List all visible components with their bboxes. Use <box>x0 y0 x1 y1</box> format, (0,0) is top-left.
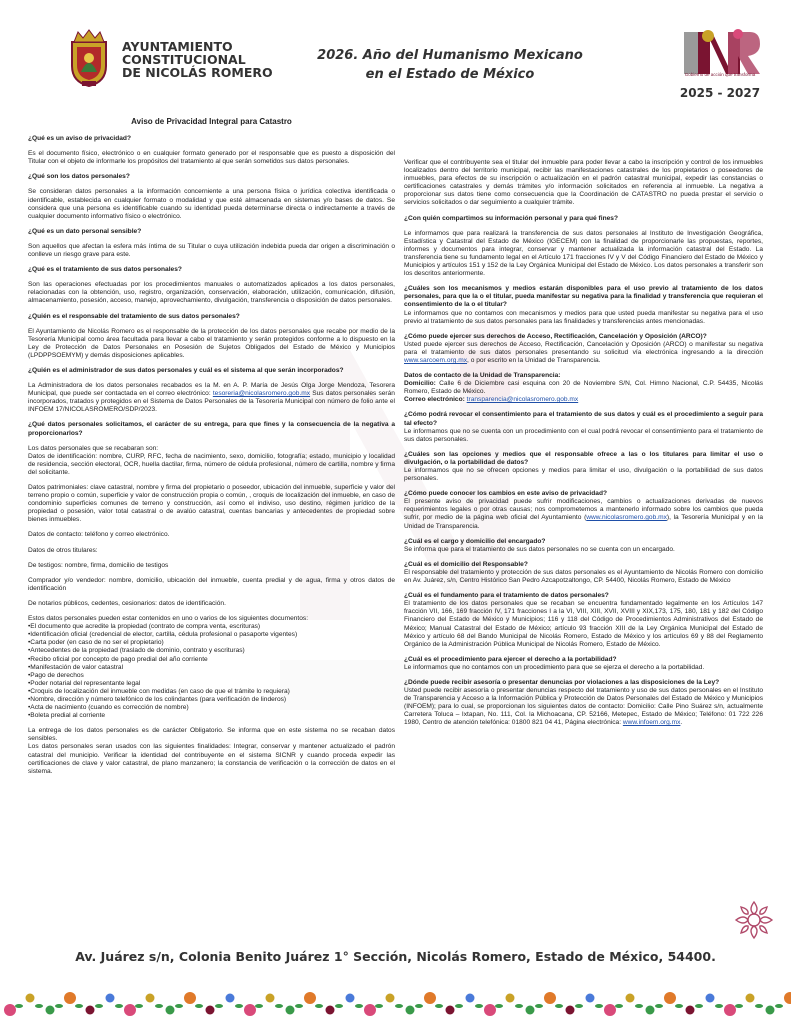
border-leaf <box>395 1004 403 1008</box>
border-flower <box>446 1006 455 1015</box>
border-flower <box>466 994 475 1003</box>
motto-line-1: 2026. Año del Humanismo Mexicano <box>317 48 583 63</box>
border-flower <box>86 1006 95 1015</box>
border-leaf <box>475 1004 483 1008</box>
border-leaf <box>15 1004 23 1008</box>
border-leaf <box>235 1004 243 1008</box>
organization-name <box>122 40 273 79</box>
answer-responsible-address: El responsable del tratamiento y protección de sus datos personales es el Ayuntamiento de Nicolás Romero con domicilio en Av. Juárez, s/n, Centro Histórico San Pedro Azcapotzaltongo, CP. 54400, Nicolás Romero, Estado de México <box>404 568 763 585</box>
answer-personal-data: Se consideran datos personales a la información concerniente a una persona física o jurídica colectiva identificada o identificable, establecida en cualquier formato o modalidad y que esté almacenada en sistemas y/o bases de datos. Se considera que una persona es identificable cuando su identidad pueda determinarse directa o indirectamente a través de cualquier documento informativo físico o electrónico. <box>28 188 395 220</box>
question-data-treatment: ¿Qué es el tratamiento de sus datos personales? <box>28 266 182 274</box>
org-line-3: DE NICOLÁS ROMERO <box>122 65 273 80</box>
border-flower <box>286 1006 295 1015</box>
border-leaf <box>55 1004 63 1008</box>
answer-portability: Le informamos que no contamos con un procedimiento para que se ejerza el derecho a la portabilidad. <box>404 663 705 671</box>
logo-subtitle: Gobierno de acción que transforma <box>684 72 756 77</box>
question-limit-use: ¿Cuáles son las opciones y medios que el responsable ofrece a las o los titulares para limitar el uso o divulgación, o la portabilidad de datos? <box>404 450 763 466</box>
answer-changes <box>404 498 763 530</box>
border-flower <box>386 994 395 1003</box>
page-header <box>0 0 791 110</box>
answer-sharing: Le informamos que para realizará la transferencia de sus datos personales al Instituto de Investigación Geográfica, Estadística y Catastral del Estado de México (IGECEM) con la finalidad de proporcionarle las propuestas, reportes, informes y documentos para integrar, conservar y mantener actualizada la información catastral del Estado. La transferencia tiene su fundamento legal en el Artículo 171 fracciones IV y V del Código Financiero del Estado de México y Municipios y artículos 151 y 152 de la Ley Orgánica Municipal del Estado de México. Los datos personales a transferir son los descritos anteriormente. <box>404 229 763 278</box>
question-processor: ¿Cuál es el cargo y domicilio del encargado? <box>404 537 546 545</box>
answer-purposes-continued: Verificar que el contribuyente sea el titular del inmueble para poder llevar a cabo la inscripción y control de los inmuebles localizados dentro del territorio municipal, recibir las manifestaciones catastrales de los propietarios o poseedores de inmuebles, para efectos de su inscripción o actualización en el padrón catastral municipal, expedir las constancias o certificaciones catastrales y demás trámites y/o información solicitados en referencia al inmueble. La negativa a proporcionar sus datos tiene como consecuencia que la Coordinación de CATASTRO no pueda prestar el servicio o servicios solicitados o dar seguimiento a cualquier trámite. <box>404 159 763 207</box>
border-flower <box>46 1006 55 1015</box>
org-line-2: CONSTITUCIONAL <box>122 52 246 67</box>
border-leaf <box>755 1004 763 1008</box>
border-flower <box>226 994 235 1003</box>
border-leaf <box>275 1004 283 1008</box>
document-list-item: •El documento que acredite la propiedad (contrato de compra venta, escrituras) <box>28 623 261 631</box>
border-flower <box>364 1004 376 1016</box>
border-leaf <box>675 1004 683 1008</box>
answer-other-holders: Datos de otros titulares: <box>28 546 98 554</box>
transparency-email-link[interactable]: transparencia@nicolasromero.gob.mx <box>466 396 579 404</box>
border-flower <box>166 1006 175 1015</box>
border-leaf <box>695 1004 703 1008</box>
border-flower <box>566 1006 575 1015</box>
footer-floral-border-icon <box>0 986 791 1024</box>
document-list-item: •Manifestación de valor catastral <box>28 663 124 671</box>
answer-limit-use: Le informamos que no se ofrecen opciones y medios para limitar el uso, divulgación o la portabilidad de sus datos personales. <box>404 467 763 483</box>
border-flower <box>406 1006 415 1015</box>
answer-data-treatment: Son las operaciones efectuadas por los procedimientos manuales o automatizados aplicados a los datos personales, relacionadas con la obtención, uso, registro, organización, conservación, elaboración, utilización, comunicación, difusión, almacenamiento, posesión, acceso, manejo, aprovechamiento, divulgación, transferencia o disposición de datos personales. <box>28 281 395 305</box>
border-flower <box>586 994 595 1003</box>
border-leaf <box>135 1004 143 1008</box>
document-list-item: •Boleta predial al corriente <box>28 712 106 720</box>
right-column <box>404 117 763 735</box>
border-leaf <box>435 1004 443 1008</box>
question-portability: ¿Cuál es el procedimiento para ejercer el derecho a la portabilidad? <box>404 655 617 663</box>
answer-sensitive-data: Son aquellos que afectan la esfera más íntima de su Titular o cuya utilización indebida pueda dar origen a discriminación o conlleve un riesgo grave para este. <box>28 242 395 259</box>
administrator-system-text: Sus datos personales serán incorporados, tratados y protegidos en el Sistema de Datos Personales de la Tesorería Municipal con número de folio ante el INFOEM 17/NICOLASROMERO/SDP/2023. <box>28 390 395 414</box>
border-flower <box>346 994 355 1003</box>
border-flower <box>124 1004 136 1016</box>
border-flower <box>146 994 155 1003</box>
answer-legal-basis: El tratamiento de los datos personales que se recaban se encuentra fundamentado legalmente en los Artículos 147 fracción VII, 166, 169 fracción IV, 171 fracciones I a la VI, VIII, XIII, XVII, XVIII y XIX,173, 175, 180, 181 y 182 del Código Financiero del Estado de México y Municipios; 116 y 118 del Código de Procedimientos Administrativos del Estado de México; Manual Catastral del Estado de México; artículo 93 fracción XIII de la Ley Orgánica Municipal del Estado de México y artículo 68 del Bando Municipal de Nicolás Romero, Estado de México y los artículos 69 y 88 del Reglamento Orgánico de la Administración Pública Municipal de Nicolás Romero, Estado de México. <box>404 600 763 648</box>
municipality-website-link[interactable]: www.nicolasromero.gob.mx <box>586 514 667 522</box>
border-leaf <box>455 1004 463 1008</box>
transparency-address <box>404 380 763 396</box>
changes-text-end: ), la Tesorería Municipal y en la Unidad de Transparencia. <box>404 514 763 530</box>
answer-arco-rights <box>404 341 763 365</box>
answer-complaints <box>404 687 763 727</box>
border-leaf <box>735 1004 743 1008</box>
document-list-item: •Pago de derechos <box>28 671 84 679</box>
document-list-item: •Acta de nacimiento (cuando es corrección de nombre) <box>28 704 189 712</box>
sarcoem-link[interactable]: www.sarcoem.org.mx <box>404 356 468 364</box>
border-leaf <box>195 1004 203 1008</box>
border-leaf <box>575 1004 583 1008</box>
border-flower <box>604 1004 616 1016</box>
answer-buyer-seller: Comprador y/o vendedor: nombre, domicilio, ubicación del inmueble, cuenta predial y de agua, firma y otros datos de identificación <box>28 576 395 592</box>
arco-text-end: , o por escrito en la Unidad de Transparencia. <box>467 356 601 364</box>
border-flower <box>766 1006 775 1015</box>
municipal-coat-of-arms-icon <box>64 28 114 88</box>
motto-line-2: en el Estado de México <box>365 67 535 82</box>
border-flower <box>526 1006 535 1015</box>
border-leaf <box>115 1004 123 1008</box>
answer-notaries: De notarios públicos, cedentes, cesionarios: datos de identificación. <box>28 599 226 607</box>
border-leaf <box>535 1004 543 1008</box>
infoem-link[interactable]: www.infoem.org.mx <box>622 719 681 727</box>
complaints-text: Usted puede recibir asesoría o presentar denuncias respecto del tratamiento y uso de sus datos personales en el Instituto de Transparencia y Acceso a la Información Pública y Protección de Datos Personales del Estado de México y Municipios (INFOEM); para lo cual, se proporcionan los siguientes datos de contacto: Domicilio: Calle Pino Suárez s/n, actualmente Carretera Toluca – Ixtapan, No. 111, Col. la Michoacana, CP. 52166, Metepec, Estado de México; Teléfono: 01 722 226 1980, Centro de atención telefónica: 01800 821 04 41, Página electrónica: <box>404 687 763 727</box>
border-flower <box>706 994 715 1003</box>
document-list-item: •Antecedentes de la propiedad (traslado de dominio, contrato y escrituras) <box>28 647 245 655</box>
border-leaf <box>315 1004 323 1008</box>
question-revoke-consent: ¿Cómo podrá revocar el consentimiento para el tratamiento de sus datos y cuál es el procedimiento a seguir para tal efecto? <box>404 411 763 427</box>
document-list-item: •Recibo oficial por concepto de pago predial del año corriente <box>28 655 208 663</box>
border-leaf <box>335 1004 343 1008</box>
logo-years: 2025 - 2027 <box>679 86 761 100</box>
question-administrator: ¿Quién es el administrador de sus datos personales y cuál es el sistema al que serán incorporados? <box>28 366 344 374</box>
answer-purposes: La entrega de los datos personales es de carácter Obligatorio. Se informa que en este sistema no se recaban datos sensibles. Los datos personales seran usados con las siguientes finalidades: Integrar, conservar y mantener actualizado el padrón catastral del municipio. Verificar la identidad del contribuyente en el sistema SICNR y cuando proceda expedir las certificaciones de clave y valor catastral, de plano manzanero; la constancia de verificación o la corrección de datos en el sistema. <box>28 727 395 775</box>
border-flower <box>686 1006 695 1015</box>
question-sensitive-data: ¿Qué es un dato personal sensible? <box>28 227 142 235</box>
border-flower <box>184 992 196 1004</box>
question-mechanisms: ¿Cuáles son los mecanismos y medios estarán disponibles para el uso previo al tratamiento de los datos personales, para que la o el titular, pueda manifestar su negativa para la finalidad y transferencia que requieran el consentimiento de la o el titular? <box>404 285 763 309</box>
address-label: Domicilio: <box>404 380 436 388</box>
border-flower <box>664 992 676 1004</box>
document-list-item: •Carta poder (en caso de no ser el propietario) <box>28 639 164 647</box>
border-flower <box>626 994 635 1003</box>
border-leaf <box>655 1004 663 1008</box>
answer-administrator <box>28 382 395 414</box>
footer-address: Av. Juárez s/n, Colonia Benito Juárez 1° Sección, Nicolás Romero, Estado de México, 54400. <box>75 949 716 964</box>
border-leaf <box>75 1004 83 1008</box>
complaints-text-end: . <box>680 719 683 727</box>
question-arco-rights: ¿Cómo puede ejercer sus derechos de Acceso, Rectificación, Cancelación y Oposición (ARCO)? <box>404 332 707 340</box>
border-leaf <box>95 1004 103 1008</box>
answer-contact-data: Datos de contacto: teléfono y correo electrónico. <box>28 531 170 539</box>
answer-identification-data: Los datos personales que se recabaran son: Datos de identificación: nombre, CURP, RFC, fecha de nacimiento, sexo, domicilio, fotografía; estado, municipio y localidad de residencia, sección electoral, OCR, huella dactilar, firma, número de cédula profesional, número de cartilla, nombre y firma del solicitante. <box>28 444 395 476</box>
treasury-email-link[interactable]: tesoreria@nicolasromero.gob.mx <box>212 390 311 398</box>
question-complaints: ¿Dónde puede recibir asesoría o presentar denuncias por violaciones a las disposiciones de la Ley? <box>404 678 720 686</box>
document-list-item: •Identificación oficial (credencial de elector, cartilla, cédula profesional o pasaporte vigentes) <box>28 631 298 639</box>
border-leaf <box>415 1004 423 1008</box>
border-leaf <box>35 1004 43 1008</box>
answer-processor: Se informa que para el tratamiento de sus datos personales no se cuenta con un encargado. <box>404 545 675 553</box>
answer-documents-intro: Estos datos personales pueden estar contenidos en uno o varios de los siguientes documentos: <box>28 615 309 623</box>
border-flower <box>4 1004 16 1016</box>
document-title: Aviso de Privacidad Integral para Catastro <box>131 117 292 126</box>
question-legal-basis: ¿Cuál es el fundamento para el tratamiento de datos personales? <box>404 592 609 600</box>
border-flower <box>266 994 275 1003</box>
border-leaf <box>515 1004 523 1008</box>
border-flower <box>544 992 556 1004</box>
question-personal-data: ¿Qué son los datos personales? <box>28 173 130 181</box>
border-leaf <box>615 1004 623 1008</box>
border-leaf <box>175 1004 183 1008</box>
question-responsible-address: ¿Cuál es el domicilio del Responsable? <box>404 560 528 568</box>
document-list-item: •Nombre, dirección y número telefónico de los colindantes (para verificación de linderos) <box>28 695 287 703</box>
border-flower <box>724 1004 736 1016</box>
answer-responsible: El Ayuntamiento de Nicolás Romero es el responsable de la protección de los datos personales que recabe por medio de la Tesorería Municipal como área facultada para llevar a cabo el tratamiento y serán protegidos conforme a lo dispuesto en la Ley de Protección de Datos Personales en Posesión de Sujetos Obligados del Estado de México y Municipios (LPDPPSOEMYM) y demás disposiciones aplicables. <box>28 327 395 359</box>
border-flower <box>26 994 35 1003</box>
border-leaf <box>255 1004 263 1008</box>
border-leaf <box>595 1004 603 1008</box>
email-label: Correo electrónico: <box>404 396 465 404</box>
answer-revoke-consent: Le informamos que no se cuenta con un procedimiento con el cual podrá revocar el consentimiento para el tratamiento de sus datos personales. <box>404 427 763 443</box>
border-leaf <box>775 1004 783 1008</box>
left-column <box>28 117 395 783</box>
border-flower <box>484 1004 496 1016</box>
answer-privacy-notice: Es el documento físico, electrónico o en cualquier formato generado por el responsable que es puesto a disposición del Titular con el objeto de informarle los propósitos del tratamiento al que serán sometidos sus datos personales. <box>28 150 395 166</box>
border-flower <box>304 992 316 1004</box>
border-leaf <box>295 1004 303 1008</box>
administrator-text: La Administradora de los datos personales recabados es la M. en A. P. María de Jesús Olga Jorge Mendoza, Tesorera Municipal, que puede ser contactada en el correo electrónico: <box>28 382 395 398</box>
border-flower <box>746 994 755 1003</box>
border-leaf <box>355 1004 363 1008</box>
border-flower <box>646 1006 655 1015</box>
border-flower <box>64 992 76 1004</box>
answer-mechanisms: Le informamos que no contamos con mecanismos y medios para que usted pueda manifestar su negativa para el uso previo al tratamiento de sus datos personales para las finalidades y transferencias antes mencionadas. <box>404 309 763 325</box>
border-flower <box>244 1004 256 1016</box>
question-data-requested: ¿Qué datos personales solicitamos, el carácter de su entrega, para que fines y la consecuencia de la negativa a proporcionarlos? <box>28 421 395 437</box>
decorative-flower-icon <box>730 896 778 944</box>
border-flower <box>506 994 515 1003</box>
document-list-item: •Croquis de localización del inmueble con medidas (en caso de que el trámite lo requiera) <box>28 687 290 695</box>
answer-witnesses: De testigos: nombre, firma, domicilio de testigos <box>28 561 169 569</box>
border-leaf <box>155 1004 163 1008</box>
border-leaf <box>215 1004 223 1008</box>
transparency-contact-heading: Datos de contacto de la Unidad de Transparencia: <box>404 372 561 380</box>
document-list-item: •Poder notarial del representante legal <box>28 679 141 687</box>
border-flower <box>106 994 115 1003</box>
question-privacy-notice: ¿Qué es un aviso de privacidad? <box>28 135 131 143</box>
border-leaf <box>635 1004 643 1008</box>
border-leaf <box>495 1004 503 1008</box>
question-responsible: ¿Quién es el responsable del tratamiento de sus datos personales? <box>28 312 240 320</box>
question-sharing: ¿Con quién compartimos su información personal y para qué fines? <box>404 214 618 222</box>
border-flower <box>206 1006 215 1015</box>
border-flower <box>424 992 436 1004</box>
org-line-1: AYUNTAMIENTO <box>122 39 233 54</box>
address-text: Calle 6 de Diciembre casi esquina con 20 de Noviembre S/N, Col. Himno Nacional, C.P. 54435, Nicolás Romero, Estado de México. <box>404 380 763 396</box>
changes-text: El presente aviso de privacidad puede sufrir modificaciones, cambios o actualizaciones derivadas de nuevos requerimientos legales o por otras causas; nos comprometemos a mantenerlo informado sobre los cambios que pueda sufrir, por medio de la página web oficial del Ayuntamiento ( <box>404 498 763 522</box>
border-leaf <box>555 1004 563 1008</box>
year-motto <box>300 46 600 84</box>
answer-patrimonial-data: Datos patrimoniales: clave catastral, nombre y firma del propietario o poseedor, ubicación del inmueble, superficie y valor del terreno propio o común, superficie y valor de construcción propia o común, , croquis de localización del inmueble, en caso de condominio superficies comunes de terreno y construcción, así como el indiviso, uso destino, régimen jurídico de la propiedad o posesión, valor total catastral o de avalúo catastral, cuentas bancarias y antecedentes de propiedad sobre bienes inmuebles. <box>28 484 395 524</box>
question-changes: ¿Cómo puede conocer los cambios en este aviso de privacidad? <box>404 490 607 498</box>
arco-text: Usted puede ejercer sus derechos de Acceso, Rectificación, Cancelación y Oposición (ARCO) o manifestar su negativa para el tratamiento de sus datos personales presentando su solicitud vía electrónica ingresando a la dirección <box>404 340 763 356</box>
transparency-email <box>404 396 763 404</box>
border-flower <box>326 1006 335 1015</box>
border-leaf <box>375 1004 383 1008</box>
border-leaf <box>715 1004 723 1008</box>
